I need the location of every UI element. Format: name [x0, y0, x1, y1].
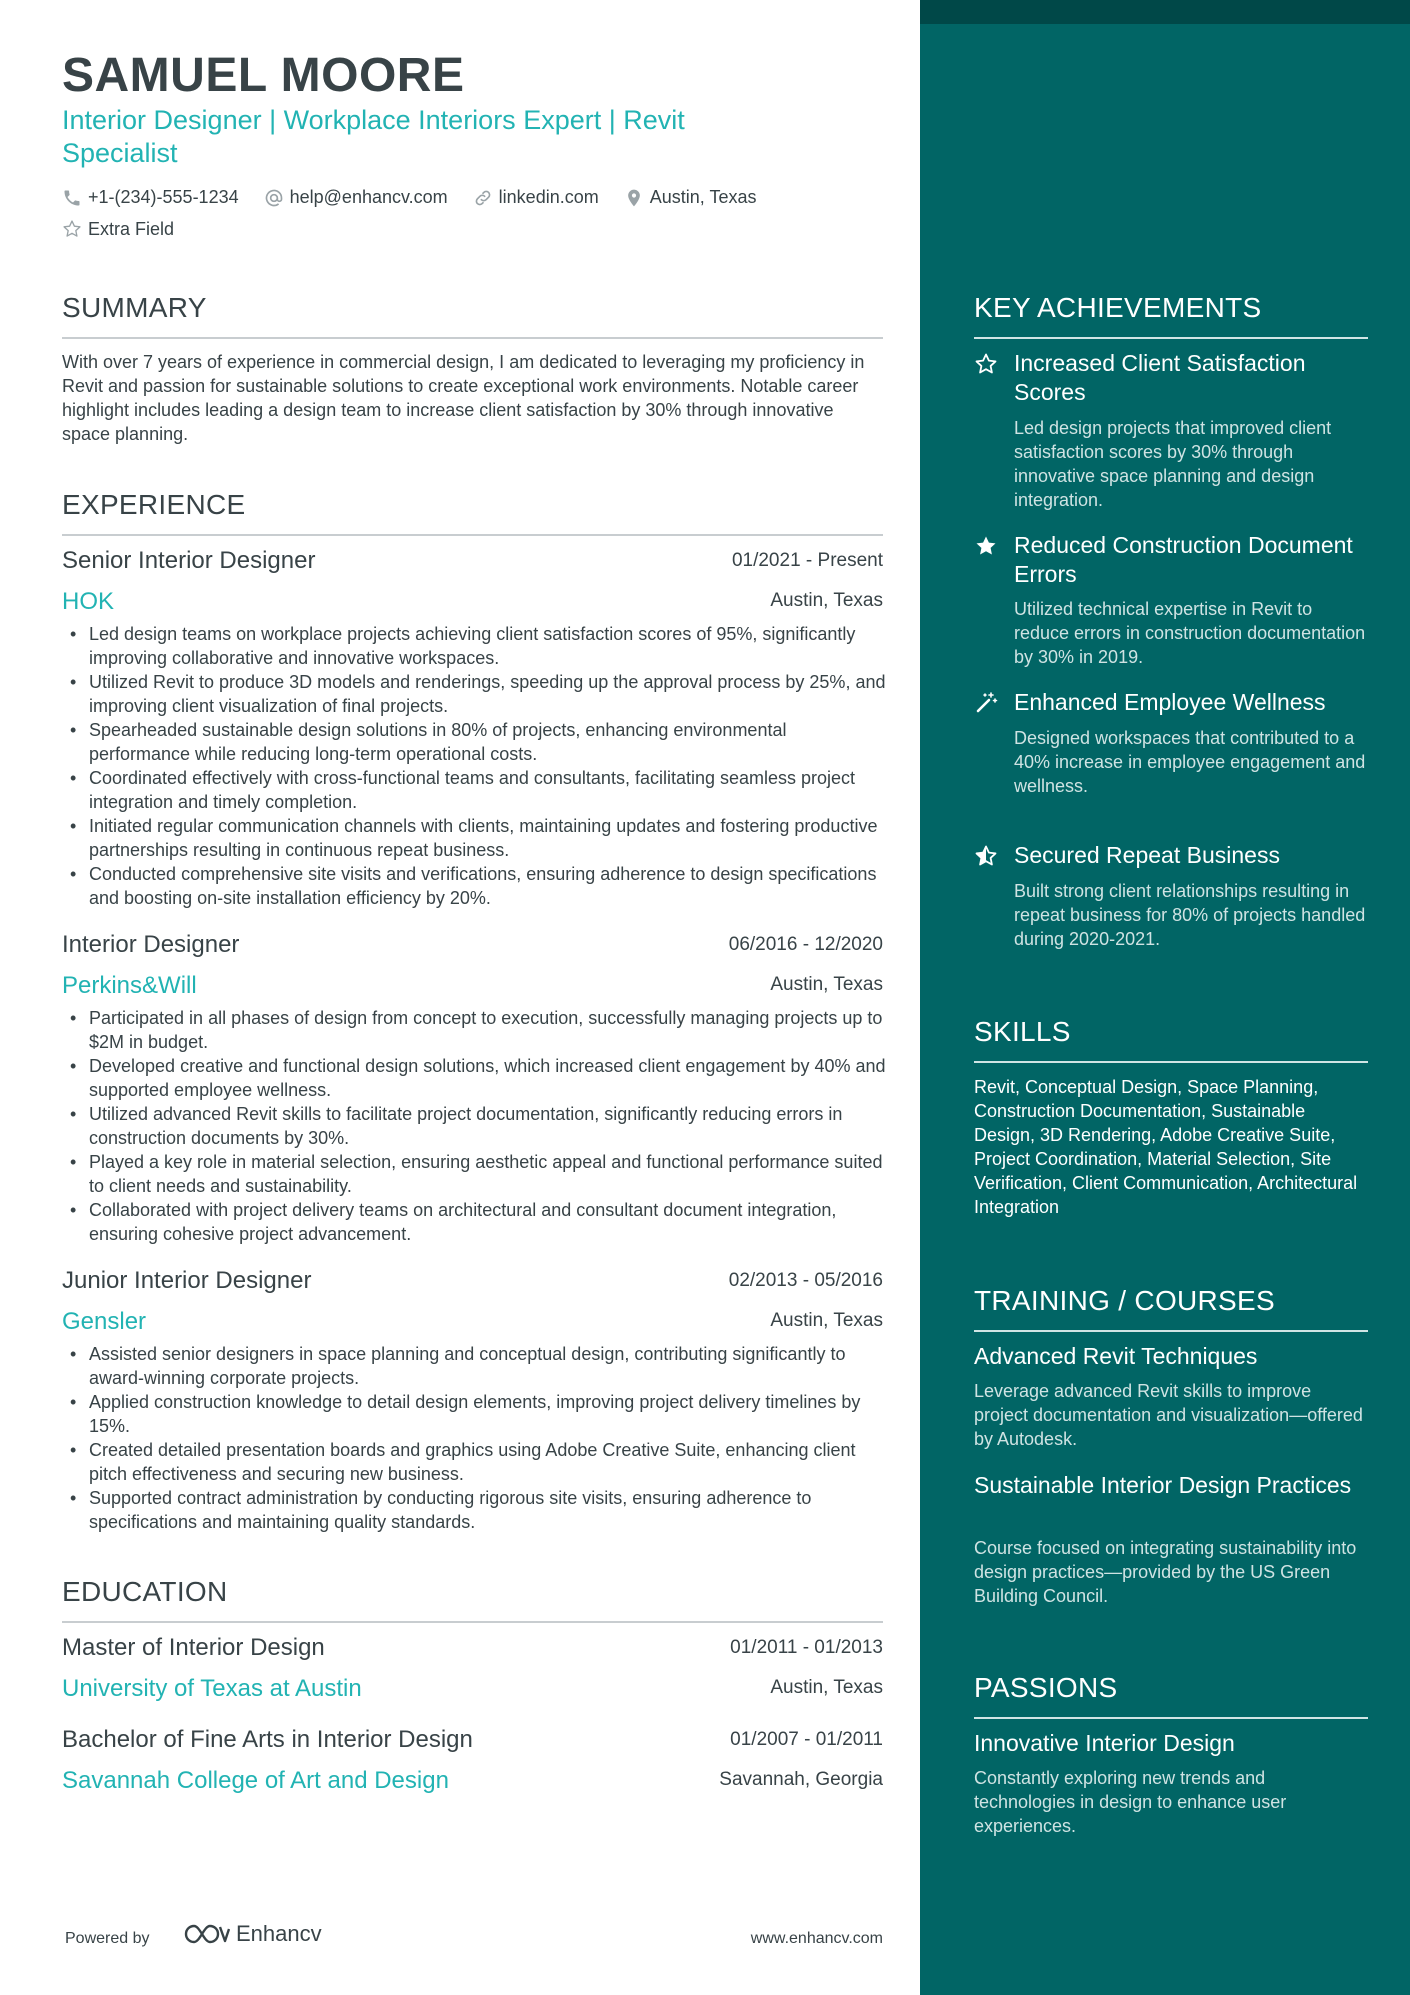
star-half-icon	[974, 844, 998, 868]
bullet-item: • Utilized advanced Revit skills to facilitate project documentation, significantly reducing errors in construction documents by 30%.	[62, 1102, 892, 1150]
contact-phone-text: +1-(234)-555-1234	[88, 187, 239, 207]
contact-info	[62, 184, 882, 247]
contact-extra	[62, 216, 174, 243]
bullet-item: • Developed creative and functional design solutions, which increased client engagement by 40% and supported employee wellness.	[62, 1054, 892, 1102]
achievement-title: Enhanced Employee Wellness	[1014, 689, 1326, 715]
job-title: Interior Designer	[62, 931, 240, 958]
contact-email[interactable]	[264, 184, 448, 211]
experience-divider	[62, 534, 883, 536]
bullet-item: • Initiated regular communication channels with clients, maintaining updates and fostering productive partnerships resulting in continuous repeat business.	[62, 814, 892, 862]
job-location: Austin, Texas	[770, 590, 883, 611]
at-icon	[264, 188, 284, 208]
training-item-desc: Leverage advanced Revit skills to improve project documentation and visualization—offered by Autodesk.	[974, 1381, 1363, 1449]
skills-title: SKILLS	[974, 1016, 1071, 1047]
edu-school: Savannah College of Art and Design	[62, 1767, 449, 1794]
job-title: Junior Interior Designer	[62, 1267, 312, 1294]
skills-text: Revit, Conceptual Design, Space Planning, Construction Documentation, Sustainable Design, 3D Rendering, Adobe Creative Suite, Project Coordination, Material Selection, Site Verification, Client Communication, Architectural Integration	[974, 1077, 1358, 1217]
passions-divider	[974, 1717, 1368, 1719]
job-title: Senior Interior Designer	[62, 547, 316, 574]
footer-url[interactable]: www.enhancv.com	[750, 1930, 883, 1947]
passion-item-title: Innovative Interior Design	[974, 1730, 1235, 1756]
bullet-item: • Assisted senior designers in space planning and conceptual design, contributing significantly to award-winning corporate projects.	[62, 1342, 892, 1390]
star-outline-icon	[974, 352, 998, 376]
star-outline-icon	[62, 219, 82, 239]
footer-powered-by: Powered by	[65, 1930, 150, 1947]
contact-linkedin-text: linkedin.com	[498, 187, 599, 207]
link-icon	[473, 188, 493, 208]
summary-text: With over 7 years of experience in commercial design, I am dedicated to leveraging my proficiency in Revit and passion for sustainable solutions to create exceptional work environments. Notable career highlight includes leading a design team to increase client satisfaction by 30% through innovative space planning.	[62, 352, 865, 444]
education-divider	[62, 1621, 883, 1623]
bullet-item: • Created detailed presentation boards and graphics using Adobe Creative Suite, enhancing client pitch effectiveness and securing new business.	[62, 1438, 892, 1486]
training-item-title: Sustainable Interior Design Practices	[974, 1472, 1352, 1498]
candidate-name: SAMUEL MOORE	[62, 49, 465, 102]
edu-school: University of Texas at Austin	[62, 1675, 362, 1702]
contact-phone[interactable]	[62, 184, 239, 211]
sidebar	[920, 0, 1410, 1995]
achievement-title: Reduced Construction Document Errors	[1014, 532, 1353, 587]
achievement-title: Increased Client Satisfaction Scores	[1014, 350, 1306, 405]
bullet-item: • Participated in all phases of design from concept to execution, successfully managing projects up to $2M in budget.	[62, 1006, 892, 1054]
contact-linkedin[interactable]	[473, 184, 599, 211]
job-bullets	[62, 1006, 892, 1246]
job-company: Perkins&Will	[62, 972, 197, 999]
summary-divider	[62, 337, 883, 339]
education-title: EDUCATION	[62, 1576, 228, 1607]
achievement-desc: Built strong client relationships resulting in repeat business for 80% of projects handled during 2020-2021.	[1014, 881, 1366, 949]
bullet-item: • Coordinated effectively with cross-functional teams and consultants, facilitating seamless project integration and timely completion.	[62, 766, 892, 814]
passions-title: PASSIONS	[974, 1672, 1118, 1703]
sidebar-top-bar	[920, 0, 1410, 24]
training-divider	[974, 1330, 1368, 1332]
experience-title: EXPERIENCE	[62, 489, 246, 520]
job-company: HOK	[62, 588, 115, 615]
training-item-desc: Course focused on integrating sustainability into design practices—provided by the US Green Building Council.	[974, 1538, 1357, 1606]
skills-divider	[974, 1061, 1368, 1063]
achievements-divider	[974, 337, 1368, 339]
job-dates: 06/2016 - 12/2020	[728, 934, 883, 955]
phone-icon	[62, 188, 82, 208]
training-title: TRAINING / COURSES	[974, 1285, 1275, 1316]
contact-extra-text: Extra Field	[88, 218, 175, 239]
edu-dates: 01/2011 - 01/2013	[730, 1637, 883, 1658]
edu-degree: Master of Interior Design	[62, 1634, 325, 1661]
contact-location-text: Austin, Texas	[649, 187, 757, 207]
edu-dates: 01/2007 - 01/2011	[730, 1729, 883, 1750]
job-bullets	[62, 622, 892, 910]
job-location: Austin, Texas	[770, 1310, 883, 1331]
footer-brand-name: Enhancv	[236, 1921, 322, 1946]
footer-brand-logo[interactable]	[182, 1921, 322, 1947]
job-dates: 01/2021 - Present	[731, 550, 883, 571]
edu-degree: Bachelor of Fine Arts in Interior Design	[62, 1726, 473, 1753]
edu-location: Savannah, Georgia	[719, 1769, 883, 1790]
job-location: Austin, Texas	[770, 974, 883, 995]
achievement-title: Secured Repeat Business	[1014, 842, 1280, 868]
achievements-title: KEY ACHIEVEMENTS	[974, 292, 1262, 323]
location-pin-icon	[624, 188, 644, 208]
bullet-item: • Utilized Revit to produce 3D models and renderings, speeding up the approval process by 25%, and improving client visualization of final projects.	[62, 670, 892, 718]
magic-wand-icon	[974, 691, 998, 715]
bullet-item: • Played a key role in material selection, ensuring aesthetic appeal and functional performance suited to client needs and sustainability.	[62, 1150, 892, 1198]
achievement-desc: Designed workspaces that contributed to a 40% increase in employee engagement and wellness.	[1014, 728, 1366, 796]
bullet-item: • Collaborated with project delivery teams on architectural and consultant document integration, ensuring cohesive project advancement.	[62, 1198, 892, 1246]
summary-title: SUMMARY	[62, 292, 207, 323]
job-bullets	[62, 1342, 892, 1534]
achievement-desc: Led design projects that improved client satisfaction scores by 30% through innovative space planning and design integration.	[1014, 418, 1332, 510]
enhancv-logo-icon	[182, 1921, 230, 1947]
bullet-item: • Supported contract administration by conducting rigorous site visits, ensuring adherence to specifications and maintaining quality standards.	[62, 1486, 892, 1534]
headline: Interior Designer | Workplace Interiors Expert | Revit Specialist	[62, 105, 685, 168]
bullet-item: • Spearheaded sustainable design solutions in 80% of projects, enhancing environmental performance while reducing long-term operational costs.	[62, 718, 892, 766]
bullet-item: • Conducted comprehensive site visits and verifications, ensuring adherence to design specifications and boosting on-site installation efficiency by 20%.	[62, 862, 892, 910]
edu-location: Austin, Texas	[770, 1677, 883, 1698]
bullet-item: • Led design teams on workplace projects achieving client satisfaction scores of 95%, significantly improving collaborative and innovative workspaces.	[62, 622, 892, 670]
passion-item-desc: Constantly exploring new trends and technologies in design to enhance user experiences.	[974, 1768, 1287, 1836]
contact-location	[624, 184, 757, 211]
bullet-item: • Applied construction knowledge to detail design elements, improving project delivery timelines by 15%.	[62, 1390, 892, 1438]
contact-email-text: help@enhancv.com	[289, 187, 448, 207]
job-dates: 02/2013 - 05/2016	[728, 1270, 883, 1291]
star-filled-icon	[974, 534, 998, 558]
job-company: Gensler	[62, 1308, 147, 1335]
training-item-title: Advanced Revit Techniques	[974, 1343, 1258, 1369]
achievement-desc: Utilized technical expertise in Revit to reduce errors in construction documentation by 30% in 2019.	[1014, 599, 1366, 667]
